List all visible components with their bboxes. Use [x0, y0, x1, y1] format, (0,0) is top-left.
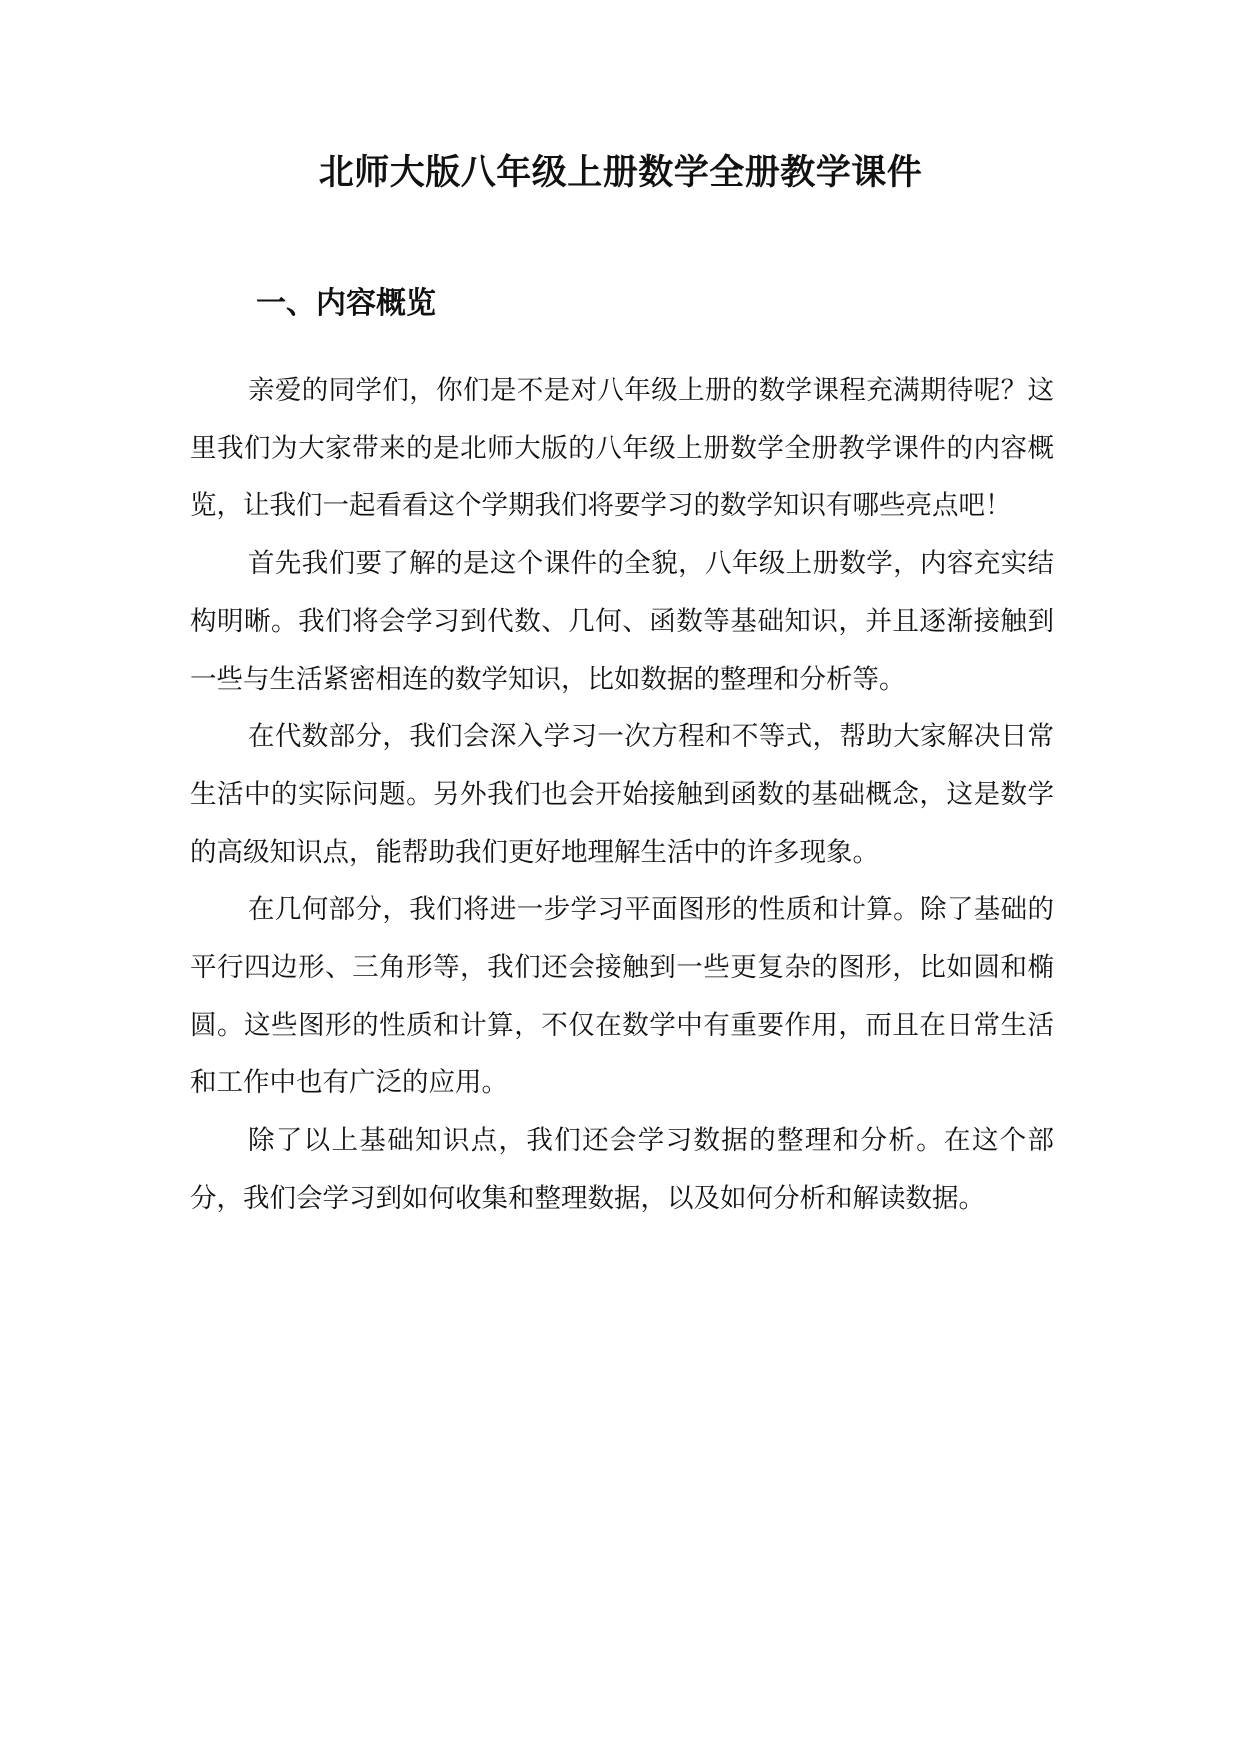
section-heading: 一、内容概览 [256, 286, 436, 321]
paragraph: 在几何部分，我们将进一步学习平面图形的性质和计算。除了基础的平行四边形、三角形等，我们还会接触到一些更复杂的图形，比如圆和椭圆。这些图形的性质和计算，不仅在数学中有重要作用，而且在日常生活和工作中也有广泛的应用。 [190, 894, 1054, 1099]
paragraph: 首先我们要了解的是这个课件的全貌，八年级上册数学，内容充实结构明晰。我们将会学习到代数、几何、函数等基础知识，并且逐渐接触到一些与生活紧密相连的数学知识，比如数据的整理和分析等。 [190, 548, 1054, 695]
section-body [190, 362, 1054, 1228]
paragraph: 除了以上基础知识点，我们还会学习数据的整理和分析。在这个部分，我们会学习到如何收集和整理数据，以及如何分析和解读数据。 [190, 1125, 1054, 1214]
paragraph: 在代数部分，我们会深入学习一次方程和不等式，帮助大家解决日常生活中的实际问题。另外我们也会开始接触到函数的基础概念，这是数学的高级知识点，能帮助我们更好地理解生活中的许多现象。 [190, 721, 1054, 868]
paragraph: 亲爱的同学们，你们是不是对八年级上册的数学课程充满期待呢？这里我们为大家带来的是北师大版的八年级上册数学全册教学课件的内容概览，让我们一起看看这个学期我们将要学习的数学知识有哪些亮点吧！ [190, 375, 1054, 522]
document-title: 北师大版八年级上册数学全册教学课件 [318, 153, 923, 193]
